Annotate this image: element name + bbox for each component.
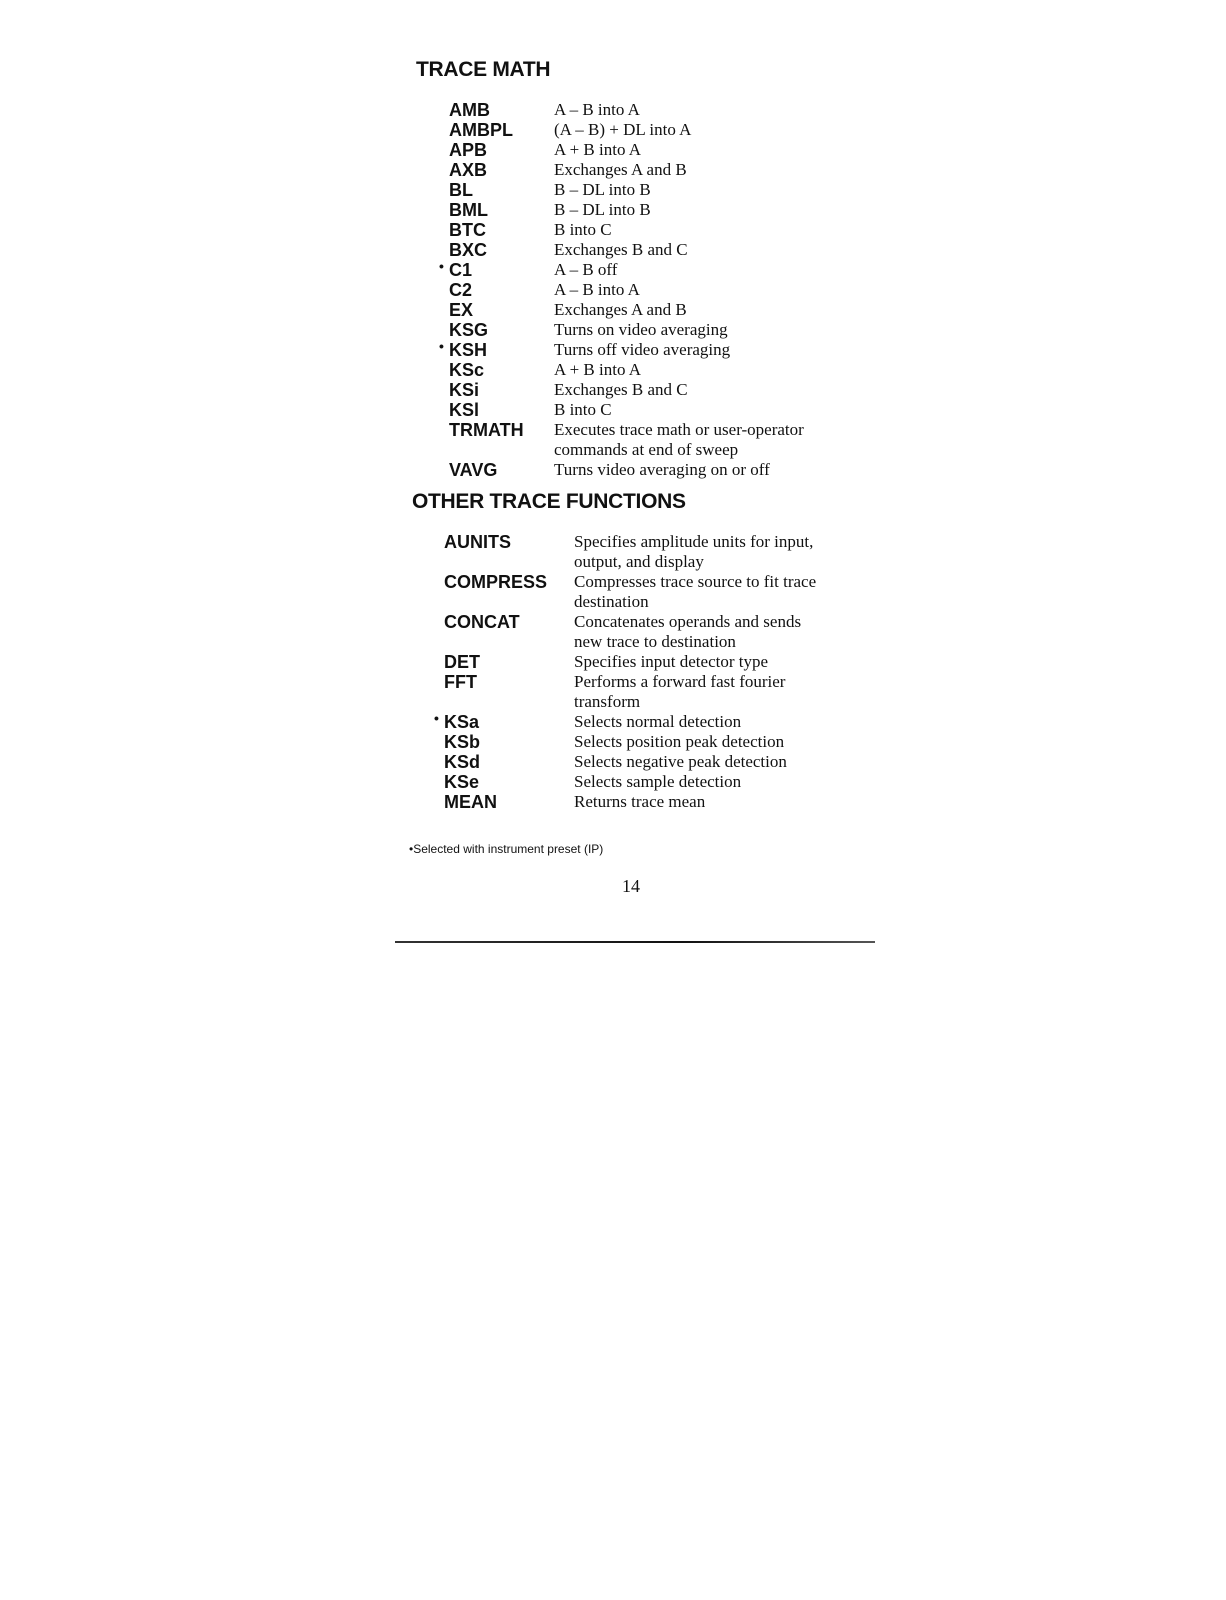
command-description (554, 100, 854, 120)
command-row (449, 280, 854, 300)
description-line: A – B into A (554, 100, 640, 119)
description-line: A – B off (554, 260, 618, 279)
description-line: B into C (554, 400, 612, 419)
trace-math-heading: TRACE MATH (416, 58, 551, 81)
command-row (444, 652, 864, 672)
description-line: A + B into A (554, 360, 642, 379)
command-name-text: TRMATH (449, 420, 524, 440)
command-description (574, 532, 864, 572)
description-line: Exchanges A and B (554, 160, 687, 179)
page-number: 14 (622, 876, 640, 896)
command-row (449, 120, 854, 140)
description-line: Performs a forward fast fourier (574, 672, 786, 691)
preset-marker: • (434, 710, 439, 726)
command-name-text: C1 (449, 260, 473, 280)
description-line: new trace to destination (574, 632, 736, 651)
command-name (449, 180, 554, 200)
command-description (574, 572, 864, 612)
command-description (554, 300, 854, 320)
command-name (444, 792, 574, 812)
command-name-text: KSH (449, 340, 488, 360)
description-line: Exchanges B and C (554, 240, 688, 259)
command-name (449, 300, 554, 320)
command-description (554, 240, 854, 260)
command-name-text: C2 (449, 280, 473, 300)
other-trace-functions-command-list (434, 532, 864, 812)
command-name (444, 772, 574, 792)
description-line: A + B into A (554, 140, 642, 159)
command-row (434, 710, 864, 732)
command-name-text: CONCAT (444, 612, 520, 632)
command-name-text: DET (444, 652, 480, 672)
command-name-text: VAVG (449, 460, 498, 480)
command-name (434, 710, 574, 732)
command-description (554, 420, 854, 460)
command-row (449, 220, 854, 240)
description-line: Selects sample detection (574, 772, 742, 791)
command-description (554, 220, 854, 240)
command-description (574, 712, 864, 732)
description-line: B – DL into B (554, 200, 651, 219)
command-name (444, 612, 574, 632)
command-description (574, 772, 864, 792)
description-line: output, and display (574, 552, 704, 571)
preset-marker: • (439, 338, 444, 354)
command-name-text: BTC (449, 220, 486, 240)
description-line: Exchanges A and B (554, 300, 687, 319)
command-row (449, 300, 854, 320)
command-row (449, 160, 854, 180)
description-line: Selects negative peak detection (574, 752, 787, 771)
command-name (449, 360, 554, 380)
command-row (444, 772, 864, 792)
command-name (444, 752, 574, 772)
command-name (449, 320, 554, 340)
command-description (554, 380, 854, 400)
description-line: destination (574, 592, 649, 611)
command-name (449, 280, 554, 300)
command-name (449, 200, 554, 220)
command-name (444, 572, 574, 592)
description-line: (A – B) + DL into A (554, 120, 692, 139)
command-name-text: BL (449, 180, 473, 200)
command-description (554, 200, 854, 220)
command-row (439, 338, 854, 360)
command-description (574, 652, 864, 672)
command-row (449, 460, 854, 480)
command-name-text: KSl (449, 400, 480, 420)
preset-footnote: •Selected with instrument preset (IP) (409, 842, 604, 856)
description-line: Executes trace math or user-operator (554, 420, 804, 439)
command-name-text: KSc (449, 360, 485, 380)
command-name-text: BXC (449, 240, 488, 260)
description-line: Returns trace mean (574, 792, 706, 811)
description-line: Specifies input detector type (574, 652, 769, 671)
command-row (449, 200, 854, 220)
command-description (554, 340, 854, 360)
command-name (449, 140, 554, 160)
command-row (449, 180, 854, 200)
command-name-text: KSe (444, 772, 480, 792)
command-name-text: FFT (444, 672, 477, 692)
description-line: commands at end of sweep (554, 440, 739, 459)
command-description (574, 612, 864, 652)
command-name-text: EX (449, 300, 474, 320)
command-row (449, 420, 854, 460)
trace-math-command-list (439, 100, 854, 480)
command-name-text: KSi (449, 380, 480, 400)
command-description (554, 120, 854, 140)
command-name (449, 400, 554, 420)
command-name-text: BML (449, 200, 488, 220)
command-row (444, 732, 864, 752)
description-line: Specifies amplitude units for input, (574, 532, 814, 551)
bottom-divider (395, 941, 875, 943)
description-line: Turns video averaging on or off (554, 460, 770, 479)
description-line: Turns on video averaging (554, 320, 728, 339)
command-description (554, 280, 854, 300)
command-description (554, 160, 854, 180)
command-name-text: KSd (444, 752, 480, 772)
command-name (439, 258, 554, 280)
command-name (449, 460, 554, 480)
command-name-text: KSa (444, 712, 480, 732)
command-row (449, 240, 854, 260)
description-line: B – DL into B (554, 180, 651, 199)
command-description (554, 320, 854, 340)
command-name (449, 120, 554, 140)
command-description (574, 672, 864, 712)
command-name-text: KSb (444, 732, 480, 752)
command-name-text: AMBPL (449, 120, 513, 140)
command-name (444, 672, 574, 692)
command-row (439, 258, 854, 280)
description-line: Turns off video averaging (554, 340, 731, 359)
command-name-text: AUNITS (444, 532, 511, 552)
command-name-text: AMB (449, 100, 490, 120)
description-line: B into C (554, 220, 612, 239)
command-row (444, 532, 864, 572)
command-name (449, 240, 554, 260)
command-row (444, 672, 864, 712)
command-description (554, 460, 854, 480)
command-description (574, 732, 864, 752)
command-name-text: COMPRESS (444, 572, 548, 592)
command-row (449, 400, 854, 420)
description-line: Selects normal detection (574, 712, 742, 731)
description-line: Compresses trace source to fit trace (574, 572, 817, 591)
command-name (444, 732, 574, 752)
command-row (444, 612, 864, 652)
command-row (449, 100, 854, 120)
command-description (574, 752, 864, 772)
command-name (449, 160, 554, 180)
command-name (444, 532, 574, 552)
command-name-text: MEAN (444, 792, 497, 812)
preset-marker: • (439, 258, 444, 274)
description-line: Selects position peak detection (574, 732, 785, 751)
command-name (449, 380, 554, 400)
command-description (554, 260, 854, 280)
command-row (444, 572, 864, 612)
command-description (554, 360, 854, 380)
command-description (554, 140, 854, 160)
command-name (449, 220, 554, 240)
command-description (574, 792, 864, 812)
description-line: transform (574, 692, 641, 711)
other-trace-functions-heading: OTHER TRACE FUNCTIONS (412, 490, 686, 513)
command-name-text: AXB (449, 160, 488, 180)
command-name (444, 652, 574, 672)
command-row (449, 360, 854, 380)
command-name-text: KSG (449, 320, 489, 340)
command-name-text: APB (449, 140, 488, 160)
description-line: Exchanges B and C (554, 380, 688, 399)
command-name (449, 420, 554, 440)
command-row (444, 792, 864, 812)
command-description (554, 400, 854, 420)
command-description (554, 180, 854, 200)
command-row (449, 380, 854, 400)
description-line: Concatenates operands and sends (574, 612, 802, 631)
command-name (439, 338, 554, 360)
command-row (449, 140, 854, 160)
description-line: A – B into A (554, 280, 640, 299)
command-row (449, 320, 854, 340)
command-name (449, 100, 554, 120)
command-row (444, 752, 864, 772)
